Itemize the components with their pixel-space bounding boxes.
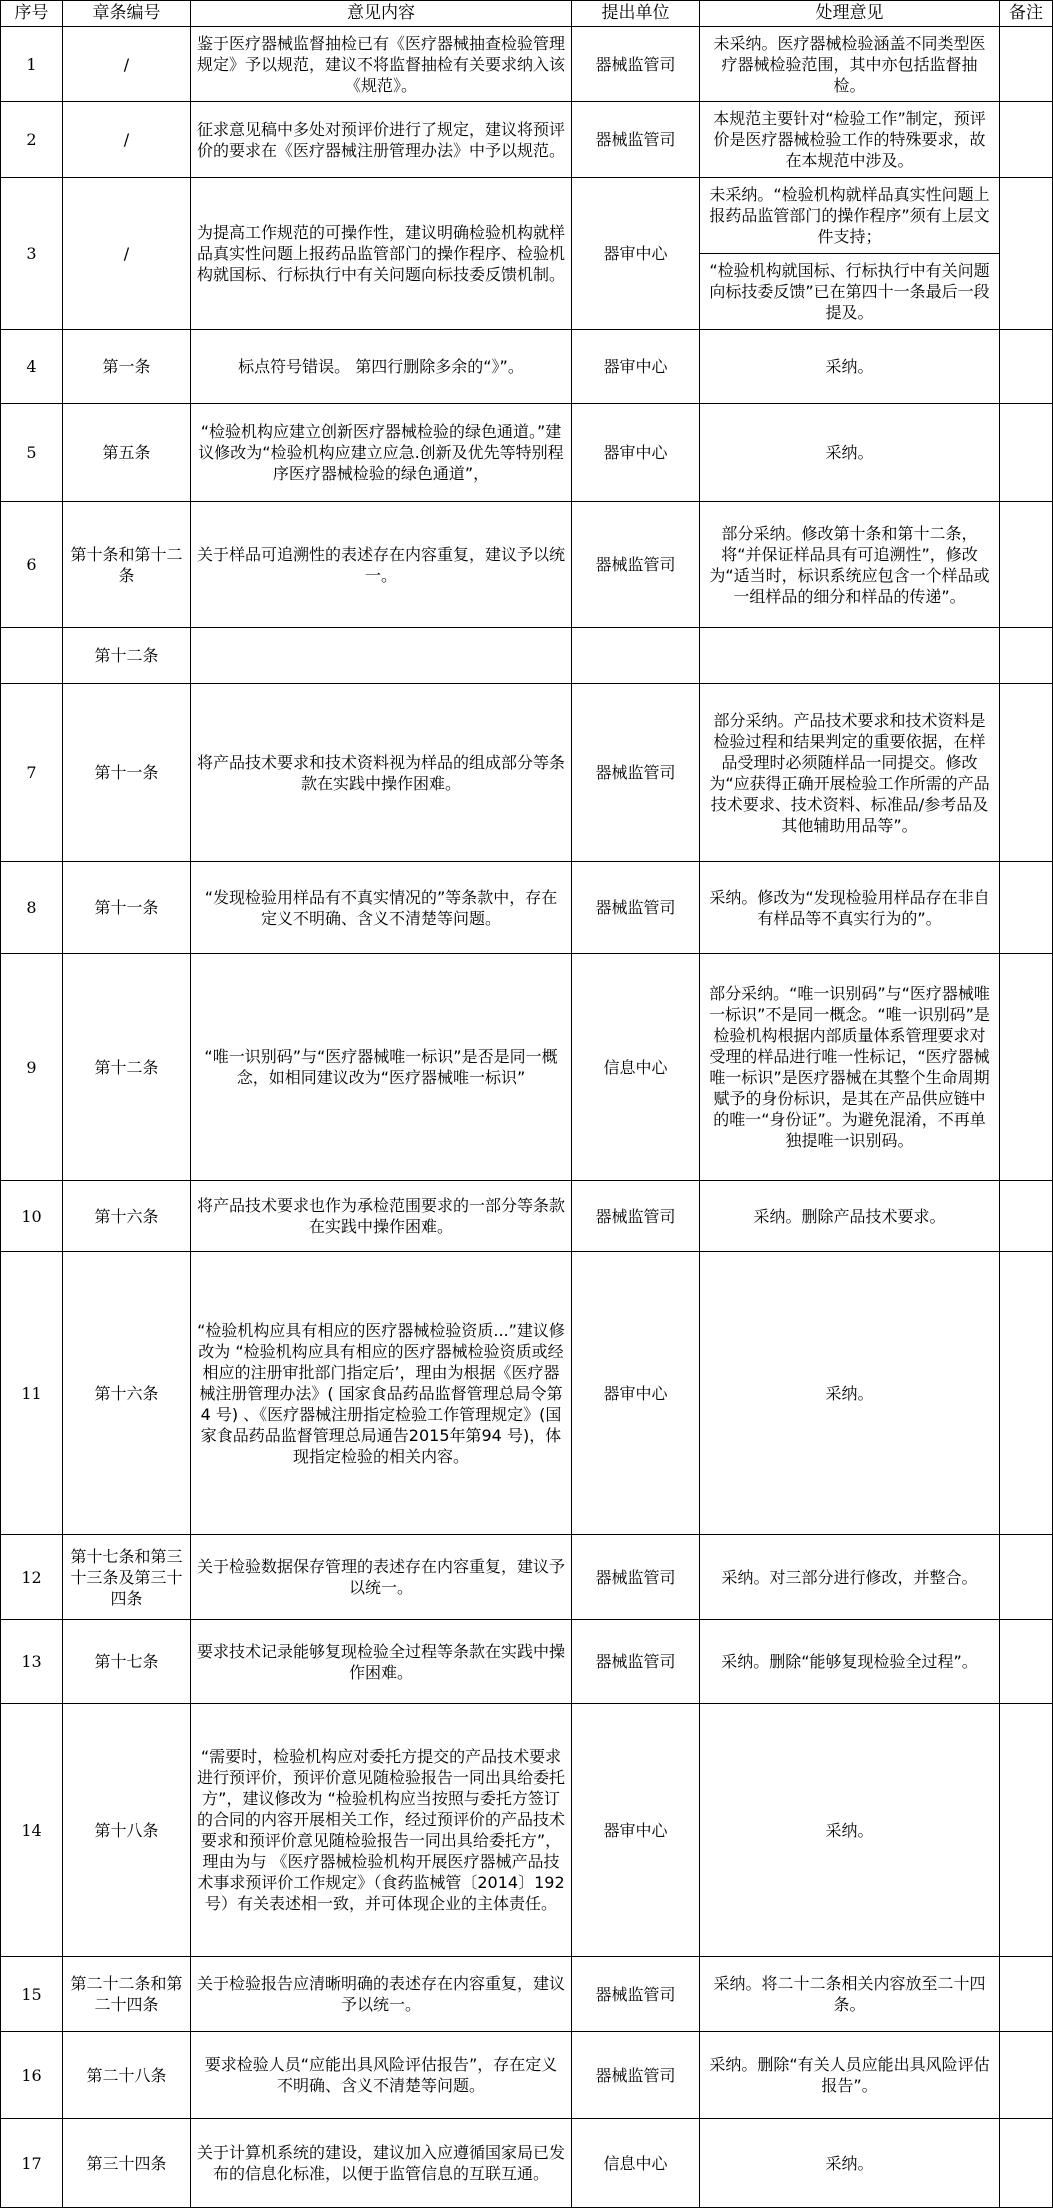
row-seq: 8 — [1, 862, 63, 954]
row-clause: / — [63, 178, 191, 330]
row-clause: 第十七条 — [63, 1620, 191, 1704]
header-seq: 序号 — [1, 1, 63, 27]
row-content: “唯一识别码”与“医疗器械唯一标识”是否是同一概念，如相同建议改为“医疗器械唯一标识” — [191, 954, 572, 1181]
table-row — [1, 1957, 1053, 2032]
row-unit: 器审中心 — [572, 404, 700, 502]
row-clause: / — [63, 102, 191, 178]
row-content: “检验机构应建立创新医疗器械检验的绿色通道。”建议修改为“检验机构应建立应急.创新及优先等特别程序医疗器械检验的绿色通道”， — [191, 404, 572, 502]
table-row — [1, 862, 1053, 954]
row-clause: 第十七条和第三十三条及第三十四条 — [63, 1535, 191, 1620]
row-seq: 5 — [1, 404, 63, 502]
row-remark — [1000, 1957, 1053, 2032]
row-content: “发现检验用样品有不真实情况的”等条款中，存在定义不明确、含义不清楚等问题。 — [191, 862, 572, 954]
row-opinion — [700, 628, 1000, 684]
row-seq — [1, 628, 63, 684]
row-remark — [1000, 102, 1053, 178]
row-seq: 3 — [1, 178, 63, 330]
row-remark — [1000, 330, 1053, 404]
row-content: 关于计算机系统的建设，建议加入应遵循国家局已发布的信息化标准，以便于监管信息的互联互通。 — [191, 2119, 572, 2208]
row-opinion: 未采纳。医疗器械检验涵盖不同类型医疗器械检验范围，其中亦包括监督抽检。 — [700, 27, 1000, 102]
header-row — [1, 1, 1053, 27]
row-clause: 第二十八条 — [63, 2032, 191, 2119]
table-row — [1, 178, 1053, 330]
row-unit: 器审中心 — [572, 1704, 700, 1957]
table-row — [1, 2119, 1053, 2208]
row-seq: 16 — [1, 2032, 63, 2119]
row-content: 关于检验报告应清晰明确的表述存在内容重复，建议予以统一。 — [191, 1957, 572, 2032]
table-row — [1, 502, 1053, 628]
row-content: 关于检验数据保存管理的表述存在内容重复，建议予以统一。 — [191, 1535, 572, 1620]
table-row — [1, 1181, 1053, 1252]
row-clause: 第十二条 — [63, 954, 191, 1181]
row-remark — [1000, 862, 1053, 954]
row-unit: 器械监管司 — [572, 502, 700, 628]
row-content: 要求检验人员“应能出具风险评估报告”，存在定义不明确、含义不清楚等问题。 — [191, 2032, 572, 2119]
row-opinion: 采纳。修改为“发现检验用样品存在非自有样品等不真实行为的”。 — [700, 862, 1000, 954]
table-row — [1, 684, 1053, 862]
row-opinion: 部分采纳。产品技术要求和技术资料是检验过程和结果判定的重要依据，在样品受理时必须随样品一同提交。修改为“应获得正确开展检验工作所需的产品技术要求、技术资料、标准品/参考品及其他辅助用品等”。 — [700, 684, 1000, 862]
row-seq: 13 — [1, 1620, 63, 1704]
row-unit: 器械监管司 — [572, 1181, 700, 1252]
row-remark — [1000, 1704, 1053, 1957]
table-row — [1, 102, 1053, 178]
row-content: 将产品技术要求和技术资料视为样品的组成部分等条款在实践中操作困难。 — [191, 684, 572, 862]
row-content: 要求技术记录能够复现检验全过程等条款在实践中操作困难。 — [191, 1620, 572, 1704]
table-row — [1, 628, 1053, 684]
row-unit: 器审中心 — [572, 330, 700, 404]
header-unit: 提出单位 — [572, 1, 700, 27]
row-content: 标点符号错误。 第四行删除多余的“》”。 — [191, 330, 572, 404]
row-opinion: 采纳。对三部分进行修改，并整合。 — [700, 1535, 1000, 1620]
row-opinion: 采纳。 — [700, 404, 1000, 502]
row-unit: 信息中心 — [572, 2119, 700, 2208]
row-opinion: 采纳。删除“能够复现检验全过程”。 — [700, 1620, 1000, 1704]
row-clause: 第十二条 — [63, 628, 191, 684]
row-remark — [1000, 502, 1053, 628]
row-clause: 第十条和第十二条 — [63, 502, 191, 628]
row-content: “需要时，检验机构应对委托方提交的产品技术要求进行预评价，预评价意见随检验报告一同出具给委托方”，建议修改为 “检验机构应当按照与委托方签订的合同的内容开展相关工作，经过预评价的产品技术要求和预评价意见随检验报告一同出具给委托方”，理由为与 《医疗器械检验机构开展医疗器械产品技术事求预评价工作规定》（食药监械管〔2014〕192号）有关表述相一致，并可体现企业的主体责任。 — [191, 1704, 572, 1957]
row-seq: 4 — [1, 330, 63, 404]
row-opinion: 采纳。删除“有关人员应能出具风险评估报告”。 — [700, 2032, 1000, 2119]
row-unit: 信息中心 — [572, 954, 700, 1181]
row-seq: 10 — [1, 1181, 63, 1252]
row-remark — [1000, 1535, 1053, 1620]
row-remark — [1000, 27, 1053, 102]
header-clause: 章条编号 — [63, 1, 191, 27]
row-opinion: 采纳。将二十二条相关内容放至二十四条。 — [700, 1957, 1000, 2032]
row-unit: 器械监管司 — [572, 102, 700, 178]
row-clause: 第一条 — [63, 330, 191, 404]
row-remark — [1000, 1620, 1053, 1704]
table-row — [1, 1535, 1053, 1620]
row-clause: 第五条 — [63, 404, 191, 502]
row-remark — [1000, 404, 1053, 502]
row-seq: 9 — [1, 954, 63, 1181]
row-clause: 第十八条 — [63, 1704, 191, 1957]
table-row — [1, 1704, 1053, 1957]
row-unit: 器审中心 — [572, 178, 700, 330]
row-clause: 第二十二条和第二十四条 — [63, 1957, 191, 2032]
row-clause: 第十六条 — [63, 1252, 191, 1535]
row-unit: 器审中心 — [572, 1252, 700, 1535]
header-remark: 备注 — [1000, 1, 1053, 27]
row-unit: 器械监管司 — [572, 684, 700, 862]
header-content: 意见内容 — [191, 1, 572, 27]
row-opinion: 部分采纳。修改第十条和第十二条，将“并保证样品具有可追溯性”，修改为“适当时，标识系统应包含一个样品或一组样品的细分和样品的传递”。 — [700, 502, 1000, 628]
table-row — [1, 2032, 1053, 2119]
row-remark — [1000, 2119, 1053, 2208]
row-clause: 第十一条 — [63, 684, 191, 862]
row-seq: 11 — [1, 1252, 63, 1535]
table-row — [1, 27, 1053, 102]
row-clause: 第十六条 — [63, 1181, 191, 1252]
table-row — [1, 404, 1053, 502]
row-content: 征求意见稿中多处对预评价进行了规定，建议将预评价的要求在《医疗器械注册管理办法》中予以规范。 — [191, 102, 572, 178]
row-opinion: 采纳。 — [700, 2119, 1000, 2208]
row-seq: 2 — [1, 102, 63, 178]
row-opinion: 采纳。 — [700, 1704, 1000, 1957]
row-content: 关于样品可追溯性的表述存在内容重复，建议予以统一。 — [191, 502, 572, 628]
row-opinion — [700, 178, 1000, 330]
row-remark — [1000, 684, 1053, 862]
row-unit: 器械监管司 — [572, 2032, 700, 2119]
row-clause: 第十一条 — [63, 862, 191, 954]
table-row — [1, 1620, 1053, 1704]
row-content: 鉴于医疗器械监督抽检已有《医疗器械抽查检验管理规定》予以规范，建议不将监督抽检有关要求纳入该《规范》。 — [191, 27, 572, 102]
table-row — [1, 1252, 1053, 1535]
row-unit: 器械监管司 — [572, 1957, 700, 2032]
row-unit: 器械监管司 — [572, 862, 700, 954]
table-row — [1, 954, 1053, 1181]
row-opinion-part2: “检验机构就国标、行标执行中有关问题向标技委反馈”已在第四十一条最后一段提及。 — [709, 261, 990, 322]
row-remark — [1000, 2032, 1053, 2119]
table-row — [1, 330, 1053, 404]
row-seq: 6 — [1, 502, 63, 628]
row-content: 为提高工作规范的可操作性，建议明确检验机构就样品真实性问题上报药品监管部门的操作程序、检验机构就国标、行标执行中有关问题向标技委反馈机制。 — [191, 178, 572, 330]
row-remark — [1000, 178, 1053, 330]
row-content: “检验机构应具有相应的医疗器械检验资质...”建议修改为 “检验机构应具有相应的医疗器械检验资质或经相应的注册审批部门指定后’，理由为根据《医疗器械注册管理办法》( 国家食品药品监督管理总局令第 4 号) 、《医疗器械注册指定检验工作管理规定》(国家食品药品监督管理总局通告2015年第94 号)，体现指定检验的相关内容。 — [191, 1252, 572, 1535]
row-unit: 器械监管司 — [572, 27, 700, 102]
row-opinion: 采纳。 — [700, 330, 1000, 404]
row-clause: 第三十四条 — [63, 2119, 191, 2208]
row-remark — [1000, 1252, 1053, 1535]
row-opinion: 采纳。删除产品技术要求。 — [700, 1181, 1000, 1252]
row-seq: 17 — [1, 2119, 63, 2208]
row-content — [191, 628, 572, 684]
row-seq: 15 — [1, 1957, 63, 2032]
row-unit — [572, 628, 700, 684]
row-seq: 14 — [1, 1704, 63, 1957]
row-unit: 器械监管司 — [572, 1620, 700, 1704]
row-seq: 12 — [1, 1535, 63, 1620]
row-opinion: 部分采纳。“唯一识别码”与“医疗器械唯一标识”不是同一概念。“唯一识别码”是检验机构根据内部质量体系管理要求对受理的样品进行唯一性标记，“医疗器械唯一标识”是医疗器械在其整个生命周期赋予的身份标识，是其在产品供应链中的唯一“身份证”。为避免混淆，不再单独提唯一识别码。 — [700, 954, 1000, 1181]
row-remark — [1000, 628, 1053, 684]
row-content: 将产品技术要求也作为承检范围要求的一部分等条款在实践中操作困难。 — [191, 1181, 572, 1252]
header-opinion: 处理意见 — [700, 1, 1000, 27]
row-clause: / — [63, 27, 191, 102]
row-unit: 器械监管司 — [572, 1535, 700, 1620]
row-seq: 1 — [1, 27, 63, 102]
row-opinion: 采纳。 — [700, 1252, 1000, 1535]
row-opinion: 本规范主要针对“检验工作”制定，预评价是医疗器械检验工作的特殊要求，故在本规范中涉及。 — [700, 102, 1000, 178]
row-remark — [1000, 1181, 1053, 1252]
row-seq: 7 — [1, 684, 63, 862]
row-opinion-part1: 未采纳。“检验机构就样品真实性问题上报药品监管部门的操作程序”须有上层文件支持； — [700, 184, 999, 254]
row-remark — [1000, 954, 1053, 1181]
